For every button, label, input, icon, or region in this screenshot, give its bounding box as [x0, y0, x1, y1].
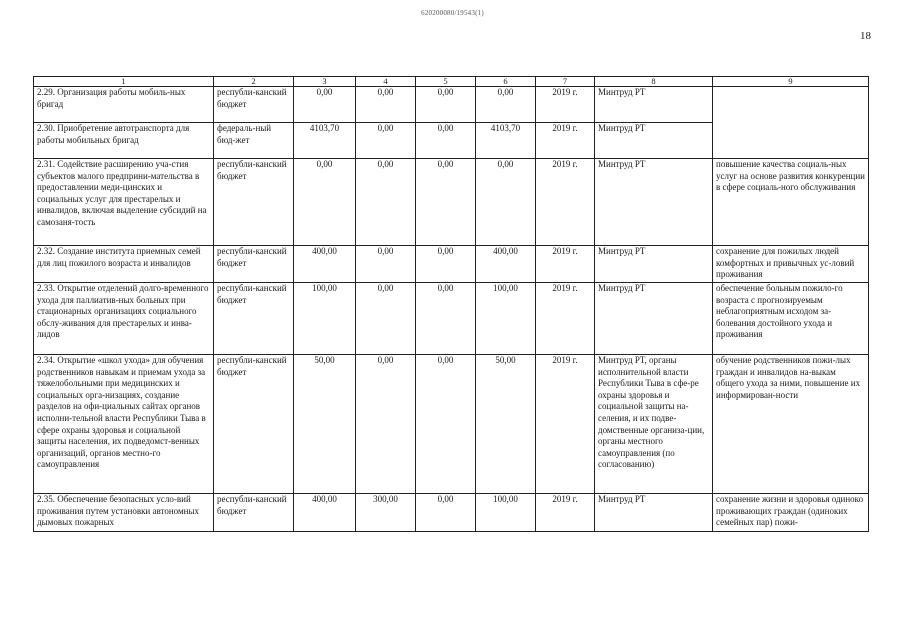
responsible: Минтруд РТ	[595, 159, 713, 246]
amount-col-4: 0,00	[356, 246, 416, 283]
amount-col-6: 0,00	[476, 87, 536, 123]
year: 2019 г.	[536, 246, 595, 283]
measure-name: 2.35. Обеспечение безопасных усло-вий проживания путем установки автономных дымовых пожарных	[34, 494, 214, 532]
year: 2019 г.	[536, 159, 595, 246]
funding-source: республи-канский бюджет	[214, 246, 294, 283]
year: 2019 г.	[536, 87, 595, 123]
measure-name: 2.33. Открытие отделений долго-временного ухода для паллиатив-ных больных при стационарных организациях социального обслу-живания для престарелых и инва-лидов	[34, 283, 214, 355]
year: 2019 г.	[536, 494, 595, 532]
document-id: 620200080/19543(1)	[421, 9, 484, 17]
amount-col-5: 0,00	[416, 87, 476, 123]
amount-col-6: 400,00	[476, 246, 536, 283]
measure-name: 2.34. Открытие «школ ухода» для обучения родственников навыкам и приемам ухода за тяжелобольными при медицинских и социальных орга-низациях, создание разделов на офи-циальных сайтах органов исполни-тельной власти Республики Тыва в сфере охраны здоровья и социальной защиты населения, их подведомст-венных организаций, органов местно-го самоуправления	[34, 355, 214, 494]
amount-col-6: 0,00	[476, 159, 536, 246]
total-amount: 4103,70	[294, 123, 356, 159]
amount-col-5: 0,00	[416, 494, 476, 532]
responsible: Минтруд РТ	[595, 87, 713, 123]
responsible: Минтруд РТ, органы исполнительной власти Республики Тыва в сфе-ре охраны здоровья и социальной защиты на-селения, и их подве-домственные организа-ции, органы местного самоуправления (по согласованию)	[595, 355, 713, 494]
year: 2019 г.	[536, 123, 595, 159]
column-header: 3	[294, 77, 356, 87]
measures-table	[33, 76, 869, 532]
amount-col-5: 0,00	[416, 123, 476, 159]
amount-col-4: 0,00	[356, 355, 416, 494]
amount-col-4: 0,00	[356, 123, 416, 159]
total-amount: 0,00	[294, 87, 356, 123]
amount-col-4: 300,00	[356, 494, 416, 532]
column-header: 7	[536, 77, 595, 87]
responsible: Минтруд РТ	[595, 123, 713, 159]
column-header: 6	[476, 77, 536, 87]
funding-source: республи-канский бюджет	[214, 87, 294, 123]
expected-result	[713, 87, 869, 159]
responsible: Минтруд РТ	[595, 283, 713, 355]
table-row	[34, 159, 869, 246]
total-amount: 50,00	[294, 355, 356, 494]
expected-result: обеспечение больным пожило-го возраста с прогнозируемым неблагоприятным исходом за-болевания достойного ухода и проживания	[713, 283, 869, 355]
amount-col-4: 0,00	[356, 283, 416, 355]
table-row	[34, 87, 869, 123]
total-amount: 400,00	[294, 246, 356, 283]
amount-col-6: 100,00	[476, 494, 536, 532]
amount-col-6: 50,00	[476, 355, 536, 494]
measure-name: 2.30. Приобретение автотранспорта для работы мобильных бригад	[34, 123, 214, 159]
expected-result: сохранение жизни и здоровья одиноко проживающих граждан (одиноких семейных пар) пожи-	[713, 494, 869, 532]
column-header: 8	[595, 77, 713, 87]
year: 2019 г.	[536, 355, 595, 494]
total-amount: 400,00	[294, 494, 356, 532]
page-number: 18	[860, 30, 871, 42]
responsible: Минтруд РТ	[595, 494, 713, 532]
amount-col-4: 0,00	[356, 159, 416, 246]
table-row	[34, 494, 869, 532]
column-header: 1	[34, 77, 214, 87]
amount-col-5: 0,00	[416, 355, 476, 494]
expected-result: обучение родственников пожи-лых граждан и инвалидов на-выкам общего ухода за ними, повышение их информирован-ности	[713, 355, 869, 494]
measure-name: 2.32. Создание института приемных семей для лиц пожилого возраста и инвалидов	[34, 246, 214, 283]
year: 2019 г.	[536, 283, 595, 355]
amount-col-6: 4103,70	[476, 123, 536, 159]
column-header: 4	[356, 77, 416, 87]
responsible: Минтруд РТ	[595, 246, 713, 283]
expected-result: сохранение для пожилых людей комфортных и привычных ус-ловий проживания	[713, 246, 869, 283]
funding-source: федераль-ный бюд-жет	[214, 123, 294, 159]
funding-source: республи-канский бюджет	[214, 355, 294, 494]
table-row	[34, 246, 869, 283]
amount-col-5: 0,00	[416, 159, 476, 246]
measure-name: 2.31. Содействие расширению уча-стия субъектов малого предприни-мательства в предоставлении меди-цинских и социальных услуг для престарелых и инвалидов, включая выделение субсидий на самозаня-тость	[34, 159, 214, 246]
amount-col-6: 100,00	[476, 283, 536, 355]
column-header: 2	[214, 77, 294, 87]
funding-source: республи-канский бюджет	[214, 283, 294, 355]
amount-col-5: 0,00	[416, 246, 476, 283]
measure-name: 2.29. Организация работы мобиль-ных бригад	[34, 87, 214, 123]
total-amount: 0,00	[294, 159, 356, 246]
funding-source: республи-канский бюджет	[214, 494, 294, 532]
total-amount: 100,00	[294, 283, 356, 355]
amount-col-5: 0,00	[416, 283, 476, 355]
table-row	[34, 283, 869, 355]
amount-col-4: 0,00	[356, 87, 416, 123]
expected-result: повышение качества социаль-ных услуг на основе развития конкуренции в сфере социаль-ного обслуживания	[713, 159, 869, 246]
column-header: 9	[713, 77, 869, 87]
header-row	[34, 77, 869, 87]
column-header: 5	[416, 77, 476, 87]
table-row	[34, 355, 869, 494]
funding-source: республи-канский бюджет	[214, 159, 294, 246]
